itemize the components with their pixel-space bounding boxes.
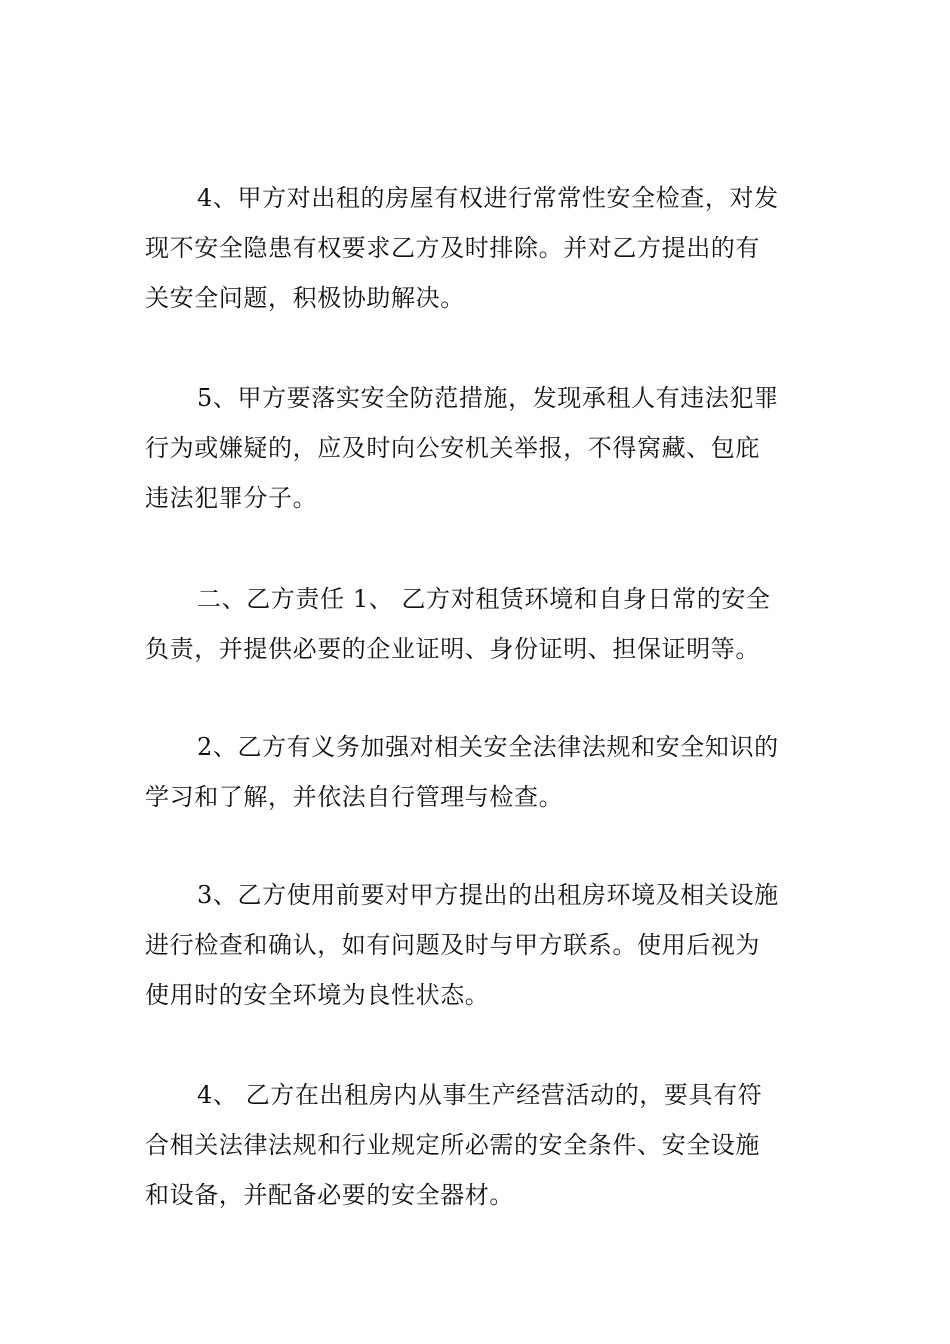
paragraph-line: 现不安全隐患有权要求乙方及时排除。并对乙方提出的有 bbox=[145, 234, 760, 262]
paragraph-lessor-security-measures bbox=[145, 373, 807, 523]
paragraph-lessee-business-safety bbox=[145, 1070, 807, 1220]
paragraph-line: 学习和了解，并依法自行管理与检查。 bbox=[145, 783, 564, 811]
paragraph-line: 和设备，并配备必要的安全器材。 bbox=[145, 1181, 514, 1209]
paragraph-lessee-pre-use-check bbox=[145, 870, 807, 1020]
paragraph-line: 4、甲方对出租的房屋有权进行常常性安全检查，对发 bbox=[197, 184, 779, 212]
paragraph-line: 二、乙方责任 1、 乙方对租赁环境和自身日常的安全 bbox=[197, 585, 771, 613]
paragraph-line: 进行检查和确认，如有问题及时与甲方联系。使用后视为 bbox=[145, 931, 760, 959]
paragraph-line: 4、 乙方在出租房内从事生产经营活动的，要具有符 bbox=[197, 1081, 763, 1109]
paragraph-line: 行为或嫌疑的，应及时向公安机关举报，不得窝藏、包庇 bbox=[145, 434, 760, 462]
paragraph-line: 2、乙方有义务加强对相关安全法律法规和安全知识的 bbox=[197, 733, 779, 761]
paragraph-line: 使用时的安全环境为良性状态。 bbox=[145, 981, 490, 1009]
paragraph-line: 违法犯罪分子。 bbox=[145, 484, 318, 512]
paragraph-line: 3、乙方使用前要对甲方提出的出租房环境及相关设施 bbox=[197, 881, 779, 909]
paragraph-lessee-study-duty bbox=[145, 722, 807, 822]
paragraph-lessee-responsibility bbox=[145, 574, 807, 674]
paragraph-line: 关安全问题，积极协助解决。 bbox=[145, 284, 465, 312]
paragraph-line: 负责，并提供必要的企业证明、身份证明、担保证明等。 bbox=[145, 635, 760, 663]
paragraph-lessor-inspection bbox=[145, 173, 807, 323]
paragraph-line: 合相关法律法规和行业规定所必需的安全条件、安全设施 bbox=[145, 1131, 760, 1159]
paragraph-line: 5、甲方要落实安全防范措施，发现承租人有违法犯罪 bbox=[197, 384, 779, 412]
